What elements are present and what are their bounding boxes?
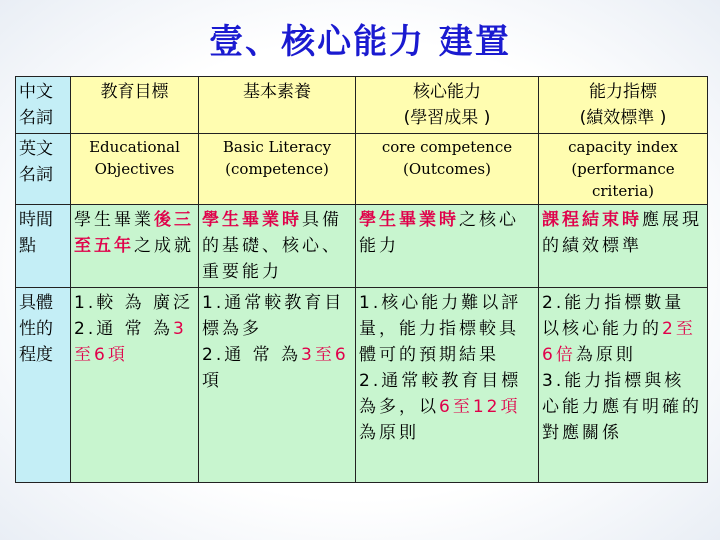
timing-objectives [71,205,199,288]
specificity-literacy-2-unit: 項 [202,371,222,391]
specificity-index [539,288,708,483]
timing-index-a: 課程結束時 [542,210,642,230]
timing-literacy [199,205,356,288]
english-objectives: Educational Objectives [71,134,199,205]
header-competence-main: 核心能力 [413,82,481,102]
timing-label: 時間點 [16,205,71,288]
specificity-literacy [199,288,356,483]
competence-table [15,76,708,483]
header-index [539,77,708,134]
header-index-sub: (績效標準 ) [579,108,667,128]
specificity-index-2-text: 2.能力指標數量以核心能力的 [542,293,685,339]
specificity-competence-2-count: 6至12項 [439,397,521,417]
timing-competence [356,205,539,288]
specificity-objectives-1: 1.較 為 廣泛 [74,293,194,313]
english-label: 英文名詞 [16,134,71,205]
timing-objectives-c: 之成就 [134,236,194,256]
english-row [16,134,708,205]
timing-competence-c: 核心能力 [359,210,519,256]
english-literacy: Basic Literacy (competence) [199,134,356,205]
header-competence [356,77,539,134]
specificity-index-2 [542,290,704,368]
specificity-competence-2 [359,368,535,446]
timing-objectives-a: 學生畢業 [74,210,154,230]
header-objectives: 教育目標 [71,77,199,134]
timing-literacy-b: 具備的基礎、核心、重要能力 [202,210,342,282]
specificity-literacy-2 [202,342,352,394]
specificity-competence-1: 1.核心能力難以評量，能力指標較具體可的預期結果 [359,293,522,365]
specificity-objectives-2 [74,316,195,368]
timing-index-b: 應展現的績效標準 [542,210,702,256]
timing-competence-b: 之 [459,210,479,230]
specificity-literacy-2-text: 2.通 常 為 [202,345,302,365]
specificity-literacy-1: 1.通常較教育目標為多 [202,293,345,339]
timing-index [539,205,708,288]
timing-competence-a: 學生畢業時 [359,210,459,230]
specificity-objectives-2-count: 3至6項 [74,319,187,365]
specificity-index-2-count: 2至6倍 [542,319,696,365]
specificity-label: 具體性的程度 [16,288,71,483]
timing-objectives-b: 後三至五年 [74,210,194,256]
header-row [16,77,708,134]
header-literacy: 基本素養 [199,77,356,134]
specificity-competence-2-text: 2.通常較教育目標為多，以 [359,371,522,417]
specificity-competence-2-unit: 為原則 [359,423,419,443]
specificity-index-3: 3.能力指標與核心能力應有明確的對應關係 [542,371,702,443]
specificity-row [16,288,708,483]
header-competence-sub: (學習成果 ) [403,108,491,128]
header-index-main: 能力指標 [589,82,657,102]
specificity-competence [356,288,539,483]
specificity-objectives-2-text: 2.通 常 為 [74,319,174,339]
english-competence: core competence (Outcomes) [356,134,539,205]
specificity-index-2-unit: 為原則 [575,345,636,365]
timing-literacy-a: 學生畢業時 [202,210,302,230]
english-index: capacity index (performance criteria) [539,134,708,205]
timing-row [16,205,708,288]
specificity-literacy-2-count: 3至6 [301,345,349,365]
slide-title: 壹、核心能力 建置 [209,22,511,62]
specificity-objectives [71,288,199,483]
header-label: 中文名詞 [16,77,71,134]
